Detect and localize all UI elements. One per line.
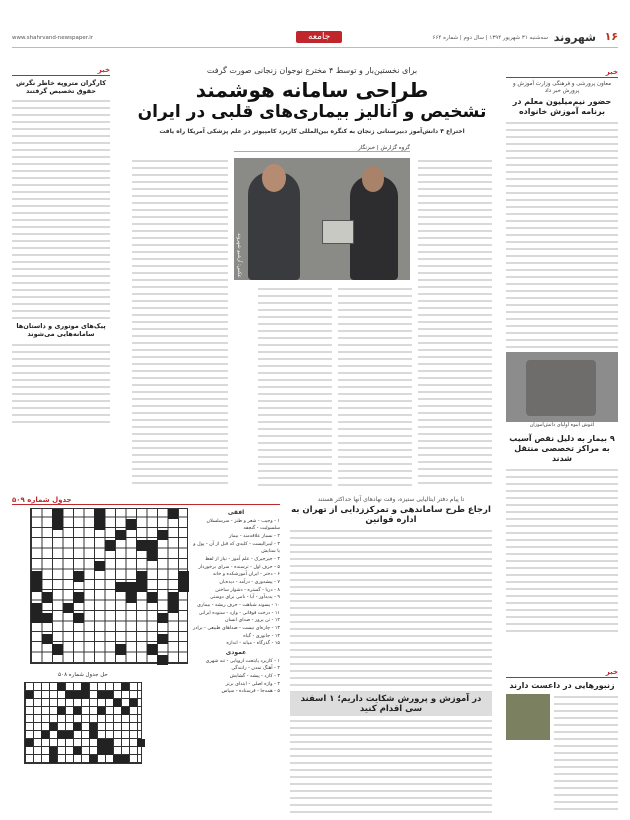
across-clue: ۸ - دریا - گستره - دشوار ساختن: [215, 587, 280, 593]
crossword-black-cell: [113, 699, 121, 707]
photo-device: [322, 220, 354, 244]
right-sidebar: [506, 68, 618, 637]
headline-line-2: تشخیص و آنالیز بیماری‌های قلبی در ایران: [137, 102, 487, 122]
crossword-black-cell: [89, 731, 97, 739]
crossword-black-cell: [126, 519, 137, 529]
across-clue-list: [192, 518, 280, 648]
down-clue: ۲ - آهنگ تمدن - رانندگی: [231, 666, 280, 672]
main-body-right: [418, 158, 492, 488]
crossword-black-cell: [73, 707, 81, 715]
across-clue: ۲ - بسیار علاقه‌مند - بیمار: [229, 533, 280, 539]
crossword-black-cell: [57, 683, 65, 691]
across-clue: ۱۲ - تن پرور - صدای انسان: [225, 618, 280, 624]
crossword-black-cell: [115, 530, 126, 540]
crossword-black-cell: [147, 540, 158, 550]
crossword-black-cell: [31, 571, 42, 581]
crossword-black-cell: [105, 540, 116, 550]
across-clue: ۱۵ - گذرگاه - میانه - اندازه: [226, 641, 280, 647]
crossword-black-cell: [52, 509, 63, 519]
sidebar-photo: [506, 352, 618, 422]
left-title-2[interactable]: پیک‌های موتوری و داستان‌ها سامانه‌هایی می‌شوند: [16, 322, 106, 339]
middle-title[interactable]: ارجاع طرح ساماندهی و تمرکززدایی از تهران به اداره قوانین: [291, 505, 491, 525]
across-label: افقی: [227, 509, 245, 516]
crossword-black-cell: [42, 592, 53, 602]
page-number: ۱۶: [604, 30, 618, 43]
crossword-black-cell: [136, 582, 147, 592]
middle-story: [290, 496, 492, 692]
middle-body: [290, 528, 492, 692]
crossword-black-cell: [121, 707, 129, 715]
crossword: [12, 496, 280, 695]
crossword-black-cell: [97, 747, 105, 755]
down-clue: ۳ - کارد - پیشه - گشایش: [229, 673, 280, 679]
crossword-black-cell: [49, 723, 57, 731]
crossword-black-cell: [115, 644, 126, 654]
crossword-black-cell: [25, 739, 33, 747]
down-label: عمودی: [225, 649, 247, 657]
crossword-black-cell: [178, 582, 189, 592]
crossword-black-cell: [121, 755, 129, 763]
section-label: جامعه: [296, 31, 342, 43]
left-tag: خبر: [12, 66, 110, 76]
middle-box-body: [290, 718, 492, 818]
sidebar-story3-photo: [506, 694, 550, 740]
crossword-black-cell: [31, 582, 42, 592]
page-header: [12, 30, 618, 48]
main-body-col-3: [132, 158, 228, 488]
sidebar-kicker: معاون پرورشی و فرهنگی وزارت آموزش و پرورش خبر داد: [512, 81, 612, 95]
crossword-black-cell: [168, 592, 179, 602]
sidebar-body: [506, 120, 618, 348]
crossword-black-cell: [136, 571, 147, 581]
sidebar-story3-title[interactable]: زنبورهایی در داعست دارند: [509, 681, 615, 690]
main-body-col-2: [258, 286, 332, 488]
crossword-black-cell: [73, 571, 84, 581]
middle-box: [290, 692, 492, 818]
crossword-black-cell: [126, 592, 137, 602]
crossword-title: جدول شماره ۵۰۹: [12, 496, 280, 505]
crossword-black-cell: [57, 707, 65, 715]
left-body-2: [12, 342, 110, 428]
left-body: [12, 98, 110, 320]
across-clue: ۱۳ - چاره‌ای نیست - صداهای طبیعی - برادر: [192, 626, 280, 631]
crossword-black-cell: [157, 634, 168, 644]
crossword-black-cell: [73, 613, 84, 623]
crossword-black-cell: [49, 747, 57, 755]
across-clue: ۱۰ - پسوند شباهت - حرف ریشه - بیماری: [197, 602, 280, 608]
sidebar-story2-body: [506, 467, 618, 637]
crossword-black-cell: [147, 551, 158, 561]
crossword-black-cell: [65, 731, 73, 739]
crossword-black-cell: [65, 691, 73, 699]
crossword-black-cell: [178, 571, 189, 581]
crossword-clues: [192, 508, 280, 696]
crossword-black-cell: [105, 747, 113, 755]
crossword-black-cell: [157, 655, 168, 665]
main-headline[interactable]: [132, 78, 492, 122]
crossword-black-cell: [81, 683, 89, 691]
website-link[interactable]: www.shahrvand-newspaper.ir: [12, 35, 94, 41]
crossword-black-cell: [63, 603, 74, 613]
solution-title: حل جدول شماره ۵۰۸: [58, 672, 108, 678]
crossword-black-cell: [52, 519, 63, 529]
crossword-black-cell: [97, 707, 105, 715]
crossword-black-cell: [41, 731, 49, 739]
crossword-black-cell: [89, 723, 97, 731]
crossword-black-cell: [89, 755, 97, 763]
left-title[interactable]: کارگران متروپه خاطر نگرش حقوق تخصیص گرفتند: [15, 79, 107, 96]
across-clue: ۱ - وجیب - شعر و طنز - سرسلسلان سلسولیت - گنجفه: [206, 518, 280, 532]
crossword-black-cell: [136, 540, 147, 550]
main-photo-caption: عکس: آرشیو شهروند: [236, 233, 242, 278]
headline-line-1: طراحی سامانه هوشمند: [195, 78, 429, 102]
crossword-black-cell: [129, 699, 137, 707]
across-clue: ۹ - پدیدآور - آیا - نامی برای دوستی: [209, 595, 280, 601]
down-clue: ۱ - کاربرد پایتخت اروپایی - تنه شهری: [205, 658, 280, 664]
sidebar-title[interactable]: حضور نیم‌میلیون معلم در برنامه آموزش خانواده: [512, 97, 612, 117]
down-clue: ۴ - واژه اصلی - ابتدای برتر: [225, 681, 280, 687]
crossword-black-cell: [25, 691, 33, 699]
date-line: سه‌شنبه ۳۱ شهریور ۱۳۹۴ | سال دوم | شماره ۶۶۴: [432, 35, 548, 41]
crossword-black-cell: [52, 644, 63, 654]
crossword-black-cell: [94, 561, 105, 571]
sidebar-bottom: [506, 668, 618, 814]
crossword-black-cell: [31, 613, 42, 623]
crossword-black-cell: [31, 603, 42, 613]
crossword-black-cell: [113, 755, 121, 763]
crossword-black-cell: [168, 603, 179, 613]
main-photo: [234, 158, 410, 280]
crossword-black-cell: [137, 739, 145, 747]
crossword-black-cell: [121, 683, 129, 691]
sidebar-tag: خبر: [506, 68, 618, 78]
crossword-black-cell: [157, 613, 168, 623]
across-clue: ۵ - حرف اول - ترسنده - سرای برخوردار: [198, 564, 280, 570]
crossword-black-cell: [42, 613, 53, 623]
across-clue: ۷ - پیشه‌وری - درآمد - دیده‌بان: [219, 579, 280, 585]
sidebar-photo-caption: آغوش انبوه اولیای دانش‌آموزان: [529, 422, 595, 429]
crossword-black-cell: [97, 739, 105, 747]
solution-grid: [24, 682, 142, 764]
crossword-black-cell: [94, 519, 105, 529]
crossword-black-cell: [42, 634, 53, 644]
main-body-col-1: [338, 286, 412, 488]
crossword-black-cell: [157, 530, 168, 540]
across-clue: ۴ - جیرجیرک - علم آموز - نیاز از لفظ: [205, 556, 280, 562]
crossword-black-cell: [147, 644, 158, 654]
crossword-black-cell: [126, 582, 137, 592]
down-clue-list: [192, 658, 280, 696]
crossword-black-cell: [73, 592, 84, 602]
crossword-black-cell: [49, 755, 57, 763]
crossword-black-cell: [147, 592, 158, 602]
crossword-black-cell: [57, 731, 65, 739]
middle-kicker: تا پیام دفتر ایتالیایی ستیزه، وقت نهادهای آنها حداکثر هستند: [317, 496, 465, 503]
crossword-black-cell: [168, 509, 179, 519]
crossword-black-cell: [81, 691, 89, 699]
across-clue: ۳ - لیبرالیست - کلیدی که قبل از آن - پول و یا ستایش: [193, 541, 280, 555]
crossword-black-cell: [97, 691, 105, 699]
main-topline: برای نخستین‌بار و توسط ۴ مخترع نوجوان زنجانی صورت گرفت: [206, 66, 418, 75]
left-column: [12, 66, 110, 428]
crossword-black-cell: [73, 691, 81, 699]
crossword-black-cell: [73, 747, 81, 755]
newspaper-brand: شهروند: [553, 31, 596, 44]
crossword-black-cell: [94, 509, 105, 519]
across-clue: ۶ - دختر - ایران آموزشکده و خانه: [212, 572, 280, 578]
sidebar-tag-2: خبر: [506, 668, 618, 678]
crossword-black-cell: [115, 582, 126, 592]
sidebar-story3-body: [554, 694, 618, 814]
across-clue: ۱۱ - درخت فوقانی - وارد - ستوده ایرانی: [198, 610, 280, 616]
crossword-black-cell: [105, 739, 113, 747]
sidebar-story2-title[interactable]: ۹ بیمار به دلیل نقص آسیب به مراکز تخصصی منتقل شدند: [509, 434, 615, 464]
middle-box-title[interactable]: در آموزش و پرورش شکایت داریم؛ ۱ اسفند سی اقدام کنید: [290, 692, 492, 716]
down-clue: ۵ - همه‌جا - فرستاده - سپاس: [221, 689, 280, 695]
crossword-black-cell: [73, 723, 81, 731]
across-clue: ۱۴ - جانوری - گیاه: [243, 633, 280, 639]
main-lead: اختراع ۴ دانش‌آموز دبیرستانی زنجان به کنگره بین‌المللی کاربرد کامپیوتر در علم پزشکی آمریکا راه یافت: [159, 128, 465, 135]
byline: گروه گزارش | خبرنگار: [234, 145, 410, 152]
crossword-grid[interactable]: [30, 508, 188, 664]
crossword-black-cell: [105, 691, 113, 699]
